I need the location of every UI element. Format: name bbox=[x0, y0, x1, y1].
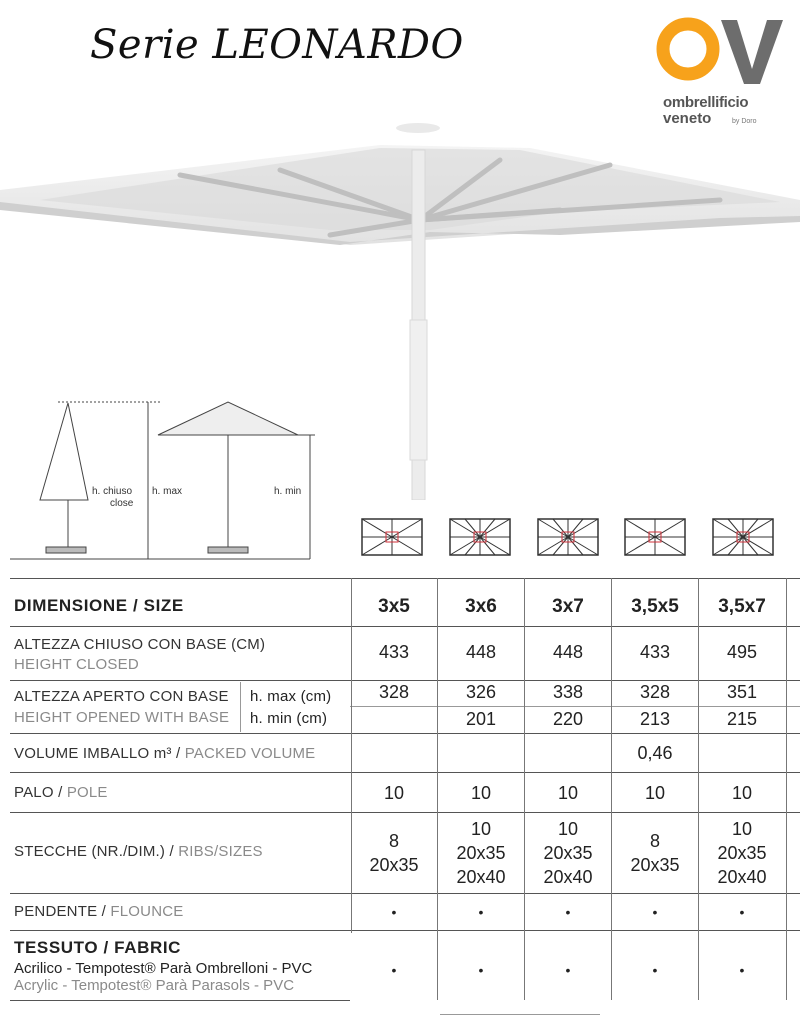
pole-value: 10 bbox=[383, 783, 405, 803]
hmin-value: 201 bbox=[465, 709, 497, 729]
hmax-value: 326 bbox=[465, 682, 497, 702]
table-rule bbox=[10, 930, 800, 931]
rib-layout-3-5x7-icon bbox=[712, 518, 774, 556]
ribs-count: 10 bbox=[470, 819, 492, 839]
height-open-label-en: HEIGHT OPENED WITH BASE bbox=[14, 709, 230, 726]
ribs-label-en: RIBS/SIZES bbox=[178, 843, 263, 860]
rib-layout-3-5x5-icon bbox=[624, 518, 686, 556]
ribs-size: 20x35 bbox=[456, 843, 506, 863]
pole-value: 10 bbox=[470, 783, 492, 803]
hmin-value: 213 bbox=[639, 709, 671, 729]
table-rule bbox=[10, 626, 800, 627]
ribs-value bbox=[525, 817, 611, 889]
brand-logo bbox=[655, 14, 785, 129]
brand-name-line1: ombrellificio bbox=[663, 94, 749, 111]
volume-label-en: PACKED VOLUME bbox=[184, 745, 316, 762]
hmin-value: 220 bbox=[552, 709, 584, 729]
ribs-size: 20x35 bbox=[543, 843, 593, 863]
ribs-size: 20x40 bbox=[543, 867, 593, 887]
rib-layout-3x6-icon bbox=[449, 518, 511, 556]
ribs-size: 20x35 bbox=[717, 843, 767, 863]
flounce-label-it: PENDENTE / bbox=[14, 903, 111, 920]
ribs-size: 20x40 bbox=[717, 867, 767, 887]
diagram-label-h-chiuso: h. chiuso bbox=[92, 486, 133, 497]
size-row-label: DIMENSIONE / SIZE bbox=[14, 596, 184, 615]
ribs-value bbox=[438, 817, 524, 889]
pole-label-it: PALO / bbox=[14, 784, 67, 801]
fabric-bullet: • bbox=[652, 962, 658, 978]
ribs-value bbox=[699, 817, 785, 889]
height-open-label: ALTEZZA APERTO CON BASE bbox=[14, 688, 229, 705]
pole-value: 10 bbox=[557, 783, 579, 803]
size-header: 3x5 bbox=[378, 596, 410, 617]
fabric-bullet: • bbox=[478, 962, 484, 978]
flounce-label bbox=[14, 903, 183, 920]
ribs-size: 20x35 bbox=[369, 855, 419, 875]
ov-logo-icon bbox=[655, 14, 785, 94]
height-closed-value: 433 bbox=[378, 642, 410, 662]
table-rule bbox=[10, 1000, 350, 1001]
hmax-label: h. max (cm) bbox=[250, 688, 332, 705]
hmax-value: 328 bbox=[639, 682, 671, 702]
brand-by: by Doro bbox=[732, 118, 757, 125]
ribs-size: 20x35 bbox=[630, 855, 680, 875]
volume-value: 0,46 bbox=[637, 743, 673, 763]
table-rule bbox=[10, 893, 800, 894]
size-header: 3,5x7 bbox=[718, 596, 766, 617]
height-closed-value: 448 bbox=[552, 642, 584, 662]
height-closed-label-en: HEIGHT CLOSED bbox=[14, 656, 139, 673]
hmin-value: 215 bbox=[726, 709, 758, 729]
ribs-label-it: STECCHE (NR./DIM.) / bbox=[14, 843, 179, 860]
umbrella-diagram-icon bbox=[10, 395, 330, 565]
brand-name-line2: veneto bbox=[663, 110, 712, 127]
table-rule bbox=[10, 772, 800, 773]
diagram-label-close: close bbox=[110, 498, 134, 509]
flounce-bullet: • bbox=[739, 904, 745, 920]
height-closed-value: 448 bbox=[465, 642, 497, 662]
diagram-label-h-min: h. min bbox=[274, 486, 302, 497]
fabric-bullet: • bbox=[565, 962, 571, 978]
fabric-title: TESSUTO / FABRIC bbox=[14, 938, 182, 957]
fabric-en: Acrylic - Tempotest® Parà Parasols - PVC bbox=[14, 977, 295, 994]
height-closed-value: 495 bbox=[726, 642, 758, 662]
flounce-bullet: • bbox=[391, 904, 397, 920]
table-rule bbox=[10, 578, 800, 579]
ribs-count: 8 bbox=[649, 831, 660, 851]
pole-label bbox=[14, 784, 108, 801]
size-header: 3x7 bbox=[552, 596, 584, 617]
ribs-value bbox=[351, 829, 437, 877]
pole-value: 10 bbox=[731, 783, 753, 803]
rib-layout-3x7-icon bbox=[537, 518, 599, 556]
rib-layout-3x5-icon bbox=[361, 518, 423, 556]
flounce-bullet: • bbox=[652, 904, 658, 920]
table-rule bbox=[10, 812, 800, 813]
flounce-bullet: • bbox=[565, 904, 571, 920]
hmax-value: 328 bbox=[378, 682, 410, 702]
fabric-bullet: • bbox=[391, 962, 397, 978]
pole-label-en: POLE bbox=[66, 784, 108, 801]
table-rule bbox=[440, 1014, 600, 1015]
diagram-label-h-max: h. max bbox=[152, 486, 183, 497]
volume-label-it: VOLUME IMBALLO m³ / bbox=[14, 745, 185, 762]
fabric-bullet: • bbox=[739, 962, 745, 978]
table-rule bbox=[10, 733, 800, 734]
hmax-value: 351 bbox=[726, 682, 758, 702]
height-diagram bbox=[10, 395, 330, 565]
volume-label bbox=[14, 745, 315, 762]
hmax-value: 338 bbox=[552, 682, 584, 702]
table-col-divider bbox=[786, 578, 787, 1000]
size-header: 3,5x5 bbox=[631, 596, 679, 617]
ribs-count: 10 bbox=[731, 819, 753, 839]
fabric-it: Acrilico - Tempotest® Parà Ombrelloni - PVC bbox=[14, 960, 313, 977]
table-col-divider bbox=[351, 578, 352, 933]
hmin-label: h. min (cm) bbox=[250, 710, 328, 727]
flounce-label-en: FLOUNCE bbox=[110, 903, 184, 920]
size-header: 3x6 bbox=[465, 596, 497, 617]
pole-value: 10 bbox=[644, 783, 666, 803]
ribs-value bbox=[612, 829, 698, 877]
flounce-bullet: • bbox=[478, 904, 484, 920]
page-title: Serie LEONARDO bbox=[90, 22, 464, 68]
height-closed-label: ALTEZZA CHIUSO CON BASE (CM) bbox=[14, 636, 266, 653]
height-open-divider bbox=[240, 682, 241, 732]
height-closed-value: 433 bbox=[639, 642, 671, 662]
ribs-count: 8 bbox=[388, 831, 399, 851]
ribs-count: 10 bbox=[557, 819, 579, 839]
ribs-label bbox=[14, 843, 263, 860]
ribs-size: 20x40 bbox=[456, 867, 506, 887]
